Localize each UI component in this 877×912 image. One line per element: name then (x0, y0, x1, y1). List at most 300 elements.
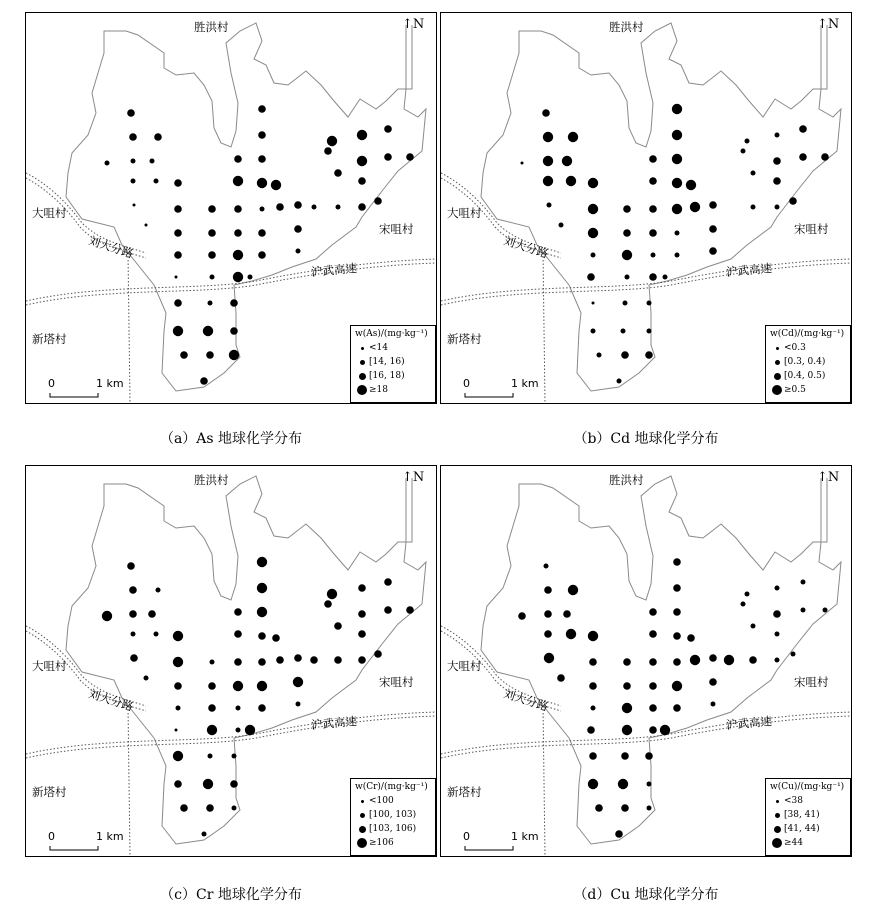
sample-point (588, 228, 598, 238)
sample-point (751, 205, 756, 210)
sample-point (207, 725, 217, 735)
sample-point (257, 607, 267, 617)
sample-point (675, 253, 680, 258)
sample-point (200, 377, 208, 385)
sample-point (741, 602, 746, 607)
sample-point (233, 250, 243, 260)
sample-point (206, 804, 214, 812)
sample-point (294, 225, 302, 233)
sample-point (173, 657, 183, 667)
sample-point (374, 197, 382, 205)
sample-point (595, 804, 603, 812)
sample-point (623, 658, 631, 666)
sample-point (647, 301, 652, 306)
sample-point (202, 832, 207, 837)
legend-item: ≥0.5 (770, 383, 846, 397)
sample-point (741, 149, 746, 154)
sample-point (622, 725, 632, 735)
sample-point (175, 729, 178, 732)
sample-point (745, 592, 750, 597)
sample-point (150, 159, 155, 164)
sample-point (660, 725, 670, 735)
sample-point (258, 229, 266, 237)
village-east-label: 宋咀村 (794, 675, 829, 689)
sample-point (236, 706, 241, 711)
map-panel-as (25, 12, 437, 404)
village-west-label: 大咀村 (32, 206, 67, 220)
sample-point (647, 329, 652, 334)
sample-point (615, 830, 623, 838)
sample-point (621, 804, 629, 812)
sample-point (154, 133, 162, 141)
sample-point (568, 585, 578, 595)
sample-point (773, 157, 781, 165)
sample-point (801, 608, 806, 613)
sample-point (173, 326, 183, 336)
village-north-label: 胜洪村 (609, 20, 644, 34)
sample-point (623, 229, 631, 237)
north-arrow-icon: ↑N (817, 470, 840, 485)
sample-point (276, 656, 284, 664)
sample-point (358, 177, 366, 185)
sample-point (625, 275, 630, 280)
legend (765, 325, 851, 403)
sample-point (623, 301, 628, 306)
sample-point (547, 203, 552, 208)
sample-point (294, 654, 302, 662)
sample-point (127, 562, 135, 570)
sample-point (745, 139, 750, 144)
sample-point (672, 204, 682, 214)
sample-point (327, 136, 337, 146)
map-panel-cr (25, 465, 437, 857)
legend-title: w(As)/(mg·kg⁻¹) (355, 329, 428, 339)
sample-point (234, 658, 242, 666)
sample-point (709, 654, 717, 662)
sample-point (208, 205, 216, 213)
sample-point (358, 610, 366, 618)
sample-point (543, 156, 553, 166)
sample-point (131, 159, 136, 164)
sample-point (649, 658, 657, 666)
sample-point (384, 153, 392, 161)
sample-point (374, 650, 382, 658)
road-diagonal-label: 刘大分路 (86, 233, 136, 261)
sample-point (690, 655, 700, 665)
sample-point (649, 273, 657, 281)
legend-item: [16, 18) (355, 369, 431, 383)
north-arrow-icon: ↑N (402, 470, 425, 485)
sample-point (591, 329, 596, 334)
legend-item: ≥18 (355, 383, 431, 397)
sample-point (129, 133, 137, 141)
sample-point (208, 704, 216, 712)
legend-item: <100 (355, 794, 431, 808)
scale-one: 1 km (96, 830, 124, 843)
sample-point (649, 608, 657, 616)
legend-title: w(Cu)/(mg·kg⁻¹) (770, 782, 845, 792)
sample-point (260, 207, 265, 212)
sample-point (232, 754, 237, 759)
village-north-label: 胜洪村 (194, 20, 229, 34)
sample-point (709, 678, 717, 686)
sample-point (645, 351, 653, 359)
sample-point (675, 231, 680, 236)
map-panel-cu (440, 465, 852, 857)
legend-item: [0.4, 0.5) (770, 369, 846, 383)
sample-point (324, 147, 332, 155)
sample-point (154, 632, 159, 637)
sample-point (621, 351, 629, 359)
sample-point (176, 706, 181, 711)
sample-point (566, 176, 576, 186)
sample-point (131, 179, 136, 184)
legend-item: <0.3 (770, 341, 846, 355)
caption-c: （c）Cr 地球化学分布 (160, 887, 302, 903)
highway-label: 沪武高速 (725, 714, 773, 732)
sample-point (230, 327, 238, 335)
sample-point (358, 203, 366, 211)
sample-point (234, 608, 242, 616)
scale-one: 1 km (511, 377, 539, 390)
legend-item: <14 (355, 341, 431, 355)
sample-point (148, 610, 156, 618)
legend-item: ≥106 (355, 836, 431, 850)
sample-point (208, 682, 216, 690)
sample-point (672, 178, 682, 188)
sample-point (173, 751, 183, 761)
sample-point (649, 630, 657, 638)
sample-point (258, 251, 266, 259)
sample-point (690, 202, 700, 212)
scale-zero: 0 (463, 830, 470, 843)
sample-point (257, 178, 267, 188)
sample-point (589, 752, 597, 760)
sample-point (663, 275, 668, 280)
sample-point (180, 351, 188, 359)
sample-point (649, 205, 657, 213)
sample-point (544, 564, 549, 569)
sample-point (230, 780, 238, 788)
sample-point (310, 656, 318, 664)
village-west-label: 大咀村 (447, 206, 482, 220)
sample-point (133, 204, 136, 207)
sample-point (589, 682, 597, 690)
sample-point (647, 806, 652, 811)
sample-point (791, 652, 796, 657)
sample-point (588, 178, 598, 188)
sample-point (801, 580, 806, 585)
sample-point (334, 169, 342, 177)
sample-point (233, 176, 243, 186)
sample-point (358, 656, 366, 664)
village-north-label: 胜洪村 (609, 473, 644, 487)
sample-point (258, 155, 266, 163)
sample-point (130, 654, 138, 662)
village-north-label: 胜洪村 (194, 473, 229, 487)
sample-point (673, 558, 681, 566)
sample-point (775, 632, 780, 637)
sample-point (588, 631, 598, 641)
sample-point (622, 703, 632, 713)
sample-point (384, 125, 392, 133)
sample-point (258, 658, 266, 666)
sample-point (687, 634, 695, 642)
sample-point (296, 702, 301, 707)
sample-point (543, 176, 553, 186)
sample-point (144, 676, 149, 681)
sample-point (542, 109, 550, 117)
sample-point (799, 125, 807, 133)
sample-point (236, 728, 241, 733)
scale-one: 1 km (511, 830, 539, 843)
sample-point (180, 804, 188, 812)
map-panel-cd (440, 12, 852, 404)
sample-point (589, 658, 597, 666)
sample-point (518, 612, 526, 620)
sample-point (751, 171, 756, 176)
sample-point (129, 586, 137, 594)
legend-item: <38 (770, 794, 846, 808)
scale-zero: 0 (48, 830, 55, 843)
sample-point (257, 583, 267, 593)
sample-point (127, 109, 135, 117)
sample-point (233, 681, 243, 691)
sample-point (544, 610, 552, 618)
sample-point (672, 104, 682, 114)
sample-point (557, 674, 565, 682)
sample-point (174, 251, 182, 259)
sample-point (789, 197, 797, 205)
sample-point (258, 105, 266, 113)
sample-point (358, 630, 366, 638)
sample-point (272, 634, 280, 642)
road-diagonal-label: 刘大分路 (86, 686, 136, 714)
highway-label: 沪武高速 (725, 261, 773, 279)
sample-point (210, 660, 215, 665)
village-southwest-label: 新塔村 (32, 332, 67, 346)
sample-point (175, 276, 178, 279)
sample-point (258, 632, 266, 640)
sample-point (649, 177, 657, 185)
sample-point (673, 704, 681, 712)
sample-point (649, 229, 657, 237)
sample-point (406, 606, 414, 614)
sample-point (358, 584, 366, 592)
sample-point (724, 655, 734, 665)
legend-title: w(Cd)/(mg·kg⁻¹) (770, 329, 845, 339)
village-east-label: 宋咀村 (379, 675, 414, 689)
sample-point (296, 249, 301, 254)
sample-point (775, 586, 780, 591)
legend (350, 778, 436, 856)
sample-point (645, 752, 653, 760)
sample-point (384, 606, 392, 614)
sample-point (257, 681, 267, 691)
sample-point (208, 229, 216, 237)
village-southwest-label: 新塔村 (32, 785, 67, 799)
sample-point (248, 275, 253, 280)
sample-point (711, 702, 716, 707)
sample-point (357, 156, 367, 166)
sample-point (709, 225, 717, 233)
sample-point (174, 780, 182, 788)
sample-point (591, 706, 596, 711)
north-arrow-icon: ↑N (402, 17, 425, 32)
sample-point (206, 351, 214, 359)
sample-point (566, 629, 576, 639)
sample-point (312, 205, 317, 210)
sample-point (773, 610, 781, 618)
village-southwest-label: 新塔村 (447, 785, 482, 799)
legend (350, 325, 436, 403)
sample-point (649, 155, 657, 163)
sample-point (592, 302, 595, 305)
sample-point (673, 632, 681, 640)
sample-point (334, 656, 342, 664)
sample-point (336, 205, 341, 210)
sample-point (647, 782, 652, 787)
caption-b: （b）Cd 地球化学分布 (573, 431, 719, 447)
sample-point (775, 658, 780, 663)
village-west-label: 大咀村 (447, 659, 482, 673)
sample-point (588, 204, 598, 214)
sample-point (597, 353, 602, 358)
sample-point (649, 682, 657, 690)
sample-point (233, 272, 243, 282)
highway-label: 沪武高速 (310, 714, 358, 732)
north-arrow-icon: ↑N (817, 17, 840, 32)
sample-point (587, 726, 595, 734)
sample-point (623, 205, 631, 213)
sample-point (230, 299, 238, 307)
sample-point (154, 179, 159, 184)
sample-point (649, 704, 657, 712)
sample-point (709, 201, 717, 209)
sample-point (102, 611, 112, 621)
sample-point (622, 250, 632, 260)
sample-point (406, 153, 414, 161)
sample-point (234, 630, 242, 638)
caption-a: （a）As 地球化学分布 (159, 431, 303, 447)
legend-item: [103, 106) (355, 822, 431, 836)
sample-point (544, 630, 552, 638)
sample-point (232, 806, 237, 811)
sample-point (651, 253, 656, 258)
sample-point (203, 779, 213, 789)
legend-item: [14, 16) (355, 355, 431, 369)
sample-point (384, 578, 392, 586)
sample-point (234, 229, 242, 237)
sample-point (587, 273, 595, 281)
sample-point (129, 610, 137, 618)
sample-point (673, 584, 681, 592)
sample-point (105, 161, 110, 166)
legend-item: [100, 103) (355, 808, 431, 822)
sample-point (544, 653, 554, 663)
village-east-label: 宋咀村 (379, 222, 414, 236)
sample-point (257, 557, 267, 567)
sample-point (208, 251, 216, 259)
sample-point (562, 156, 572, 166)
caption-d: （d）Cu 地球化学分布 (573, 887, 719, 903)
sample-point (618, 779, 628, 789)
sample-point (672, 681, 682, 691)
sample-point (174, 205, 182, 213)
sample-point (208, 301, 213, 306)
legend-item: [0.3, 0.4) (770, 355, 846, 369)
road-diagonal-label: 刘大分路 (501, 686, 551, 714)
sample-point (174, 229, 182, 237)
sample-point (821, 153, 829, 161)
sample-point (174, 299, 182, 307)
sample-point (234, 205, 242, 213)
sample-point (672, 154, 682, 164)
sample-point (823, 608, 828, 613)
highway-label: 沪武高速 (310, 261, 358, 279)
sample-point (773, 177, 781, 185)
sample-point (673, 658, 681, 666)
sample-point (234, 155, 242, 163)
sample-point (208, 754, 213, 759)
sample-point (173, 631, 183, 641)
sample-point (258, 704, 266, 712)
sample-point (686, 180, 696, 190)
sample-point (258, 131, 266, 139)
sample-point (568, 132, 578, 142)
scale-zero: 0 (48, 377, 55, 390)
sample-point (131, 632, 136, 637)
sample-point (174, 179, 182, 187)
sample-point (672, 130, 682, 140)
sample-point (543, 132, 553, 142)
sample-point (623, 682, 631, 690)
sample-point (775, 205, 780, 210)
legend-item: [41, 44) (770, 822, 846, 836)
sample-point (156, 588, 161, 593)
road-diagonal-label: 刘大分路 (501, 233, 551, 261)
sample-point (559, 223, 564, 228)
sample-point (294, 201, 302, 209)
village-west-label: 大咀村 (32, 659, 67, 673)
sample-point (245, 725, 255, 735)
sample-point (324, 600, 332, 608)
sample-point (203, 326, 213, 336)
sample-point (276, 203, 284, 211)
sample-point (673, 608, 681, 616)
sample-point (621, 752, 629, 760)
legend-item: [38, 41) (770, 808, 846, 822)
sample-point (229, 350, 239, 360)
sample-point (174, 682, 182, 690)
sample-point (145, 224, 148, 227)
sample-point (775, 133, 780, 138)
sample-point (563, 610, 571, 618)
sample-point (649, 726, 657, 734)
legend-title: w(Cr)/(mg·kg⁻¹) (355, 782, 428, 792)
village-east-label: 宋咀村 (794, 222, 829, 236)
village-southwest-label: 新塔村 (447, 332, 482, 346)
sample-point (751, 624, 756, 629)
sample-point (621, 329, 626, 334)
sample-point (591, 253, 596, 258)
scale-zero: 0 (463, 377, 470, 390)
sample-point (617, 379, 622, 384)
sample-point (544, 586, 552, 594)
sample-point (521, 162, 524, 165)
sample-point (293, 677, 303, 687)
sample-point (210, 275, 215, 280)
